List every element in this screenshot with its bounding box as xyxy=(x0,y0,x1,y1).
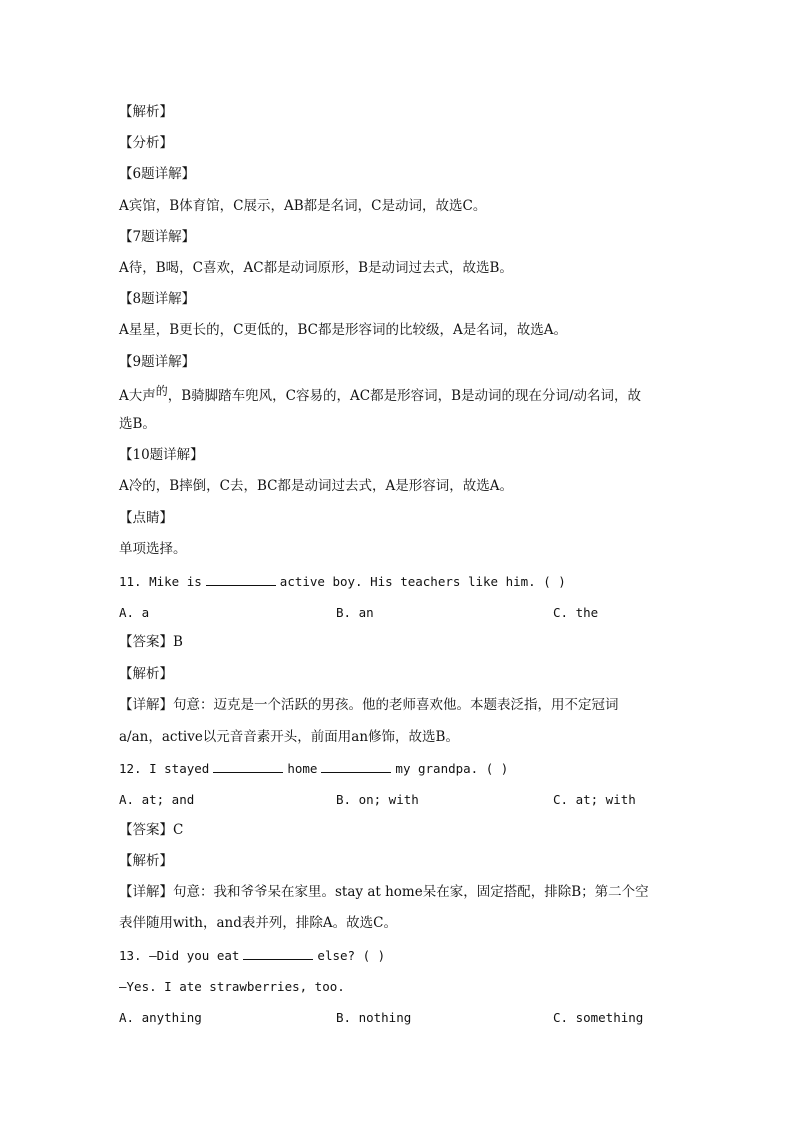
q9-explanation-part-b: ，B骑脚踏车兜风，C容易的，AC都是形容词，B是动词的现在分词/动名词，故 xyxy=(167,388,642,404)
q12-option-c: C. at; with xyxy=(553,792,636,807)
q8-explanation: A星星，B更长的，C更低的，BC都是形容词的比较级，A是名词，故选A。 xyxy=(119,322,567,338)
q13-stem xyxy=(119,946,385,966)
q12-detail-line1: 【详解】句意：我和爷爷呆在家里。stay at home呆在家，固定搭配，排除B；第二个空 xyxy=(119,884,649,900)
q11-detail-line1: 【详解】句意：迈克是一个活跃的男孩。他的老师喜欢他。本题表泛指，用不定冠词 xyxy=(119,697,619,713)
q12-option-b: B. on; with xyxy=(336,792,419,807)
q6-heading: 【6题详解】 xyxy=(119,166,196,182)
q10-explanation: A冷的，B摔倒，C去，BC都是动词过去式，A是形容词，故选A。 xyxy=(119,478,513,494)
q11-stem xyxy=(119,572,566,592)
q13-option-a: A. anything xyxy=(119,1010,202,1025)
q12-option-a: A. at; and xyxy=(119,792,195,807)
q11-detail-line2: a/an，active以元音音素开头，前面用an修饰，故选B。 xyxy=(119,729,459,745)
q10-heading: 【10题详解】 xyxy=(119,447,204,463)
q12-detail-line2: 表伴随用with，and表并列，排除A。故选C。 xyxy=(119,915,397,931)
q11-stem-part-b: active boy. His teachers like him. ( ) xyxy=(279,574,566,589)
q12-stem-part-c: my grandpa. ( ) xyxy=(395,761,509,776)
q11-answer: 【答案】B xyxy=(119,634,183,650)
dianjing-text: 单项选择。 xyxy=(119,541,187,557)
q12-blank-1 xyxy=(213,760,283,773)
q9-explanation-continued: 选B。 xyxy=(119,416,156,432)
q13-option-c: C. something xyxy=(553,1010,644,1025)
q7-explanation: A待，B喝，C喜欢，AC都是动词原形，B是动词过去式，故选B。 xyxy=(119,260,513,276)
q11-blank xyxy=(206,573,276,586)
q13-option-b: B. nothing xyxy=(336,1010,412,1025)
q11-stem-part-a: 11. Mike is xyxy=(119,574,202,589)
q6-explanation: A宾馆，B体育馆，C展示，AB都是名词，C是动词，故选C。 xyxy=(119,198,487,214)
q7-heading: 【7题详解】 xyxy=(119,229,196,245)
q12-answer: 【答案】C xyxy=(119,822,184,838)
q13-dialogue-line2: —Yes. I ate strawberries, too. xyxy=(119,979,345,994)
q9-superscript: 的 xyxy=(155,384,168,398)
q9-explanation xyxy=(119,386,641,406)
q11-option-b: B. an xyxy=(336,605,374,620)
q9-explanation-part-a: A大声 xyxy=(119,388,156,404)
analysis-heading: 【解析】 xyxy=(119,104,173,120)
q12-stem xyxy=(119,759,508,779)
q9-heading: 【9题详解】 xyxy=(119,354,196,370)
q12-stem-part-a: 12. I stayed xyxy=(119,761,210,776)
fenxi-heading: 【分析】 xyxy=(119,135,173,151)
q12-analysis-heading: 【解析】 xyxy=(119,853,173,869)
q12-blank-2 xyxy=(321,760,391,773)
q13-stem-part-a: 13. —Did you eat xyxy=(119,948,240,963)
q12-stem-part-b: home xyxy=(287,761,318,776)
dianjing-heading: 【点睛】 xyxy=(119,510,173,526)
q8-heading: 【8题详解】 xyxy=(119,291,196,307)
q13-stem-part-b: else? ( ) xyxy=(317,948,386,963)
q11-analysis-heading: 【解析】 xyxy=(119,666,173,682)
q11-option-c: C. the xyxy=(553,605,599,620)
q11-option-a: A. a xyxy=(119,605,150,620)
q13-blank xyxy=(243,947,313,960)
